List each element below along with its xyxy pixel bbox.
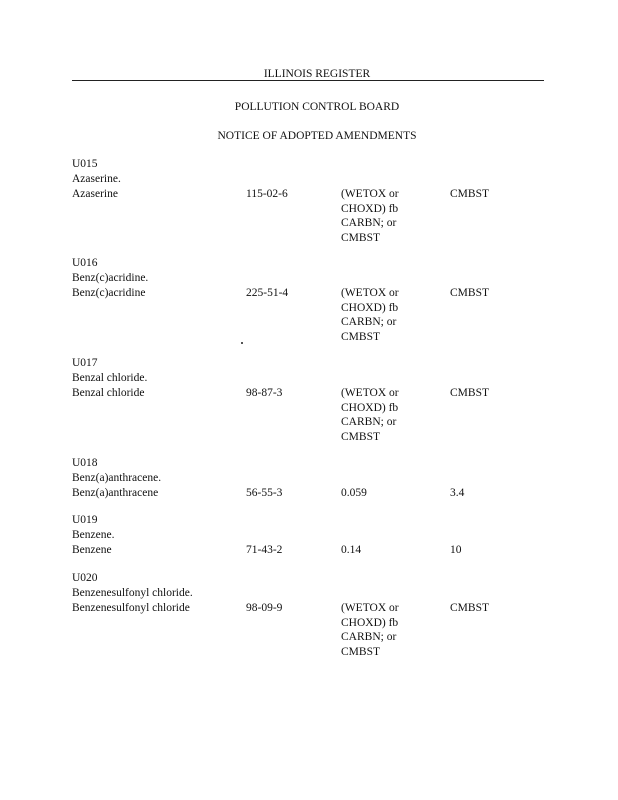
header-rule xyxy=(72,80,544,81)
waste-code: U017 xyxy=(72,357,98,369)
wastewater-standard: 0.14 xyxy=(341,544,362,556)
wastewater-standard: 0.059 xyxy=(341,487,367,499)
waste-title: Benzene. xyxy=(72,529,115,541)
cas-number: 56-55-3 xyxy=(246,487,283,499)
cas-number: 225-51-4 xyxy=(246,287,289,299)
constituent-name: Benzal chloride xyxy=(72,387,145,399)
notice-title: NOTICE OF ADOPTED AMENDMENTS xyxy=(217,130,417,142)
constituent-name: Benz(a)anthracene xyxy=(72,487,159,499)
constituent-name: Benzene xyxy=(72,544,112,556)
nonwastewater-standard: CMBST xyxy=(450,602,489,614)
nonwastewater-standard: 10 xyxy=(450,544,462,556)
nonwastewater-standard: 3.4 xyxy=(450,487,465,499)
wastewater-standard: (WETOX or CHOXD) fb CARBN; or CMBST xyxy=(341,602,399,658)
nonwastewater-standard: CMBST xyxy=(450,188,489,200)
waste-code: U019 xyxy=(72,514,98,526)
board-title: POLLUTION CONTROL BOARD xyxy=(234,101,400,113)
waste-title: Azaserine. xyxy=(72,173,121,185)
waste-code: U020 xyxy=(72,572,98,584)
waste-code: U018 xyxy=(72,457,98,469)
nonwastewater-standard: CMBST xyxy=(450,387,489,399)
waste-title: Benz(a)anthracene. xyxy=(72,472,162,484)
cas-number: 71-43-2 xyxy=(246,544,283,556)
constituent-name: Benzenesulfonyl chloride xyxy=(72,602,190,614)
nonwastewater-standard: CMBST xyxy=(450,287,489,299)
cas-number: 98-87-3 xyxy=(246,387,283,399)
waste-code: U015 xyxy=(72,158,98,170)
waste-code: U016 xyxy=(72,257,98,269)
wastewater-standard: (WETOX or CHOXD) fb CARBN; or CMBST xyxy=(341,387,399,443)
wastewater-standard: (WETOX or CHOXD) fb CARBN; or CMBST xyxy=(341,287,399,343)
cas-number: 98-09-9 xyxy=(246,602,283,614)
scan-speck xyxy=(241,342,243,344)
constituent-name: Benz(c)acridine xyxy=(72,287,146,299)
wastewater-standard: (WETOX or CHOXD) fb CARBN; or CMBST xyxy=(341,188,399,244)
waste-title: Benzenesulfonyl chloride. xyxy=(72,587,193,599)
waste-title: Benzal chloride. xyxy=(72,372,148,384)
cas-number: 115-02-6 xyxy=(246,188,288,200)
register-header: ILLINOIS REGISTER xyxy=(263,68,371,80)
waste-title: Benz(c)acridine. xyxy=(72,272,149,284)
constituent-name: Azaserine xyxy=(72,188,118,200)
